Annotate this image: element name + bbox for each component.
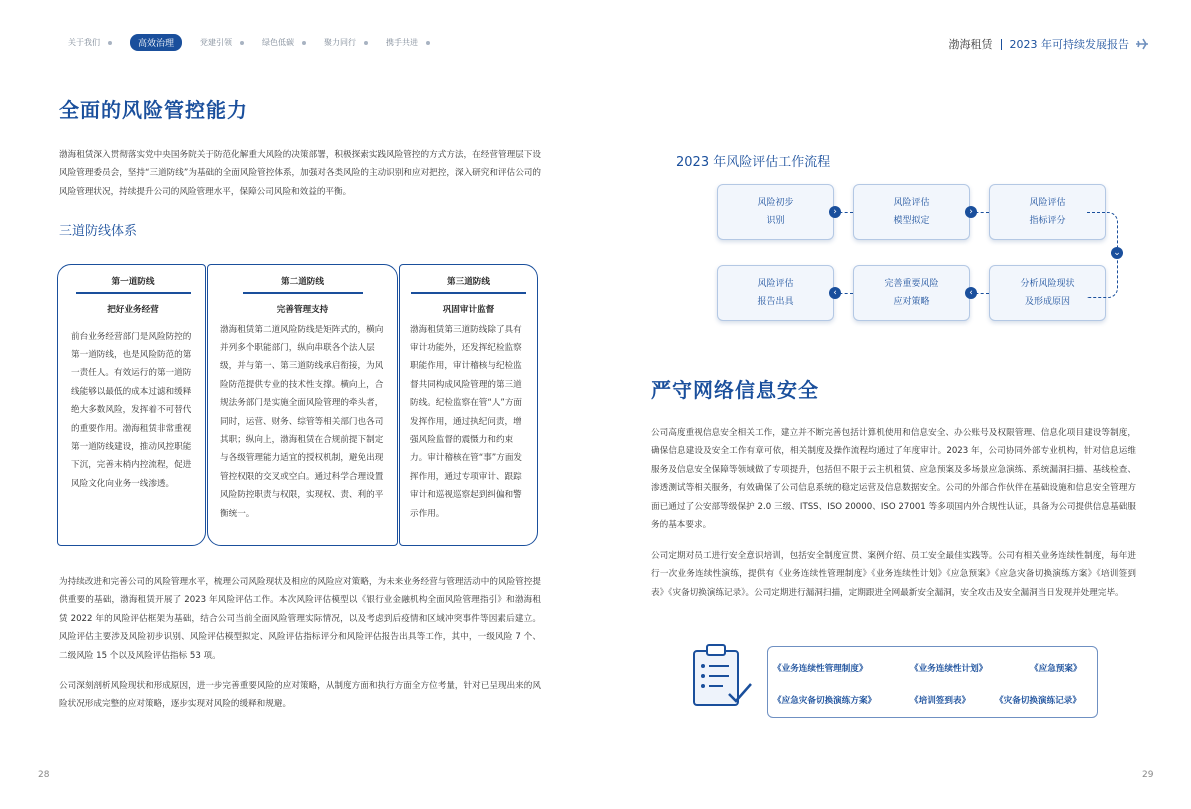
- nav-item-about[interactable]: [68, 37, 112, 48]
- nav-item-together[interactable]: [324, 37, 368, 48]
- risk-assessment-paragraph: 为持续改进和完善公司的风险管理水平，梳理公司风险现状及相应的风险应对策略，为未来业务经营与管理活动中的风险管控提供重要的基础，渤海租赁开展了 2023 年风险评估工作。本次风险评估模型以《银行业金融机构全面风险管理指引》和渤海租赁 2022 年的风险评估框架为基础，结合公司当前全面风险管理实际情况，以及考虑到后疫情和区域冲突事件等因素后建立。风险评估主要涉及风险初步识别、风险评估模型拟定、风险评估指标评分和风险评估报告出具等工作，其中，一级风险 7 个、二级风险 15 个以及风险评估指标 53 项。: [59, 577, 541, 661]
- doc-continuity-plan: 《业务连续性计划》: [910, 664, 988, 674]
- brand-divider: [1001, 39, 1002, 50]
- card-title: 第三道防线: [447, 277, 490, 287]
- nav-item-green[interactable]: [262, 37, 306, 48]
- clipboard-icon: [691, 642, 755, 708]
- nav-dot: [240, 41, 244, 45]
- flow-title: 2023 年风险评估工作流程: [676, 155, 831, 170]
- nav-item-cooperate[interactable]: [386, 37, 430, 48]
- page-number-left: 28: [38, 770, 50, 780]
- page-number-right: 29: [1142, 770, 1154, 780]
- card-divider: [243, 292, 363, 294]
- report-title: 2023 年可持续发展报告: [1009, 38, 1129, 51]
- flow-step-analysis: 分析风险现状 及形成原因: [989, 265, 1106, 321]
- card-body: 渤海租赁第二道风险防线是矩阵式的，横向并列多个职能部门，纵向串联各个法人层级，并与第一、第三道防线承启衔接，为风险防范提供专业的技术性支撑。横向上，合规法务部门是实施全面风险管理的牵头者，同时，运营、财务、综管等相关部门也各司其职；纵向上，渤海租赁在合规前提下制定与各级管理能力适宜的授权机制，避免出现管控权限的交叉或空白。通过科学合理设置风险防控职责与权限，实现权、责、利的平衡统一。: [220, 324, 384, 519]
- risk-strategy-paragraph: 公司深刻剖析风险现状和形成原因，进一步完善重要风险的应对策略，从制度方面和执行方面全方位考量，针对已呈现出来的风险状况形成完整的应对策略，逐步实现对风险的缓释和规避。: [59, 681, 541, 710]
- document-list-box: [767, 646, 1098, 718]
- nav-dot: [302, 41, 306, 45]
- nav-label: 高效治理: [130, 34, 182, 51]
- chevron-right-icon: ›: [965, 206, 977, 218]
- intro-paragraph: 渤海租赁深入贯彻落实党中央国务院关于防范化解重大风险的决策部署，积极探索实践风险管控的方式方法，在经营管理层下设风险管理委员会，坚持“三道防线”为基础的全面风险管控体系，加强对各类风险的主动识别和应对把控，深入研究和评估公司的风险管理状况，持续提升公司的风险管理水平，保障公司风险和效益的平衡。: [59, 150, 541, 197]
- card-subtitle: 完善管理支持: [276, 304, 329, 315]
- nav-label: 携手共进: [386, 38, 419, 47]
- training-paragraph: 公司定期对员工进行安全意识培训，包括安全制度宣贯、案例介绍、员工安全最佳实践等。公司有相关业务连续性制度，每年进行一次业务连续性演练，提供有《业务连续性管理制度》《业务连续性计划》《应急预案》《应急灾备切换演练方案》《培训签到表》《灾备切换演练记录》。公司定期进行漏洞扫描，定期跟进全网最新安全漏洞，安全攻击及安全漏洞当日发现并处理完毕。: [651, 551, 1136, 598]
- card-divider: [411, 292, 526, 294]
- defense-line-1-card: [57, 264, 206, 546]
- defense-line-2-card: [207, 264, 398, 546]
- airplane-icon: [1135, 38, 1149, 50]
- card-subtitle: 巩固审计监督: [442, 304, 495, 315]
- nav-label: 关于我们: [68, 38, 100, 47]
- doc-training-signin: 《培训签到表》: [910, 696, 971, 706]
- nav-item-governance[interactable]: [130, 34, 182, 51]
- nav-dot: [426, 41, 430, 45]
- nav-label: 绿色低碳: [262, 38, 295, 47]
- doc-continuity-policy: 《业务连续性管理制度》: [773, 664, 868, 674]
- chevron-right-icon: ›: [829, 206, 841, 218]
- report-brand: [949, 36, 1150, 52]
- flow-step-model: 风险评估 模型拟定: [853, 184, 970, 240]
- three-lines-subtitle: 三道防线体系: [59, 224, 138, 239]
- card-divider: [76, 292, 191, 294]
- nav-dot: [108, 41, 112, 45]
- card-title: 第一道防线: [111, 277, 155, 287]
- doc-emergency-plan: 《应急预案》: [1030, 664, 1082, 674]
- section-title-security: 严守网络信息安全: [651, 378, 819, 402]
- card-body: 渤海租赁第三道防线除了具有审计功能外，还发挥纪检监察职能作用，审计稽核与纪检监督共同构成风险管理的第三道防线。纪检监察在管“人”方面发挥作用，通过执纪问责，增强风险监督的震慑力和约束力。审计稽核在管“事”方面发挥作用，通过专项审计、跟踪审计和巡视巡察起到纠偏和警示作用。: [410, 324, 523, 519]
- defense-line-3-card: [399, 264, 538, 546]
- card-subtitle: 把好业务经营: [107, 304, 159, 315]
- chevron-left-icon: ‹: [829, 287, 841, 299]
- section-nav: [68, 34, 448, 51]
- nav-label: 党建引领: [200, 38, 233, 47]
- flow-step-strategy: 完善重要风险 应对策略: [853, 265, 970, 321]
- company-name: 渤海租赁: [948, 38, 993, 51]
- chevron-left-icon: ‹: [965, 287, 977, 299]
- nav-item-party[interactable]: [200, 37, 244, 48]
- doc-drill-record: 《灾备切换演练记录》: [995, 696, 1081, 706]
- flow-step-identify: 风险初步 识别: [717, 184, 834, 240]
- card-body: 前台业务经营部门是风险防控的第一道防线，也是风险防范的第一责任人。有效运行的第一道防线能够以最低的成本过滤和缓释绝大多数风险，发挥着不可替代的重要作用。渤海租赁非常重视第一道防线建设，推动风控职能下沉，完善末梢内控流程，促进风险文化向业务一线渗透。: [71, 331, 192, 489]
- doc-drill-scheme: 《应急灾备切换演练方案》: [773, 696, 877, 706]
- flow-step-report: 风险评估 报告出具: [717, 265, 834, 321]
- card-title: 第二道防线: [281, 277, 324, 287]
- security-paragraph: 公司高度重视信息安全相关工作，建立并不断完善包括计算机使用和信息安全、办公账号及权限管理、信息化项目建设等制度，确保信息建设及安全工作有章可依，相关制度及操作流程均通过了年度审计。2023 年，公司协同外部专业机构，针对信息运维服务及信息安全保障等领域做了专项提升，包括但不限于云主机租赁、应急预案及多场景应急演练、系统漏洞扫描、基线检查、渗透测试等相关服务，有效确保了公司信息系统的稳定运营及信息数据安全。公司的外部合作伙伴在基础设施和信息安全管理方面已通过了公安部等级保护 2.0 三级、ITSS、ISO 20000、ISO 27001 等多项国内外合规性认证，具备为公司提供信息基础服务的基本要求。: [651, 428, 1136, 531]
- nav-label: 聚力同行: [324, 38, 357, 47]
- flow-step-scoring: 风险评估 指标评分: [989, 184, 1106, 240]
- nav-dot: [364, 41, 368, 45]
- section-title-risk: 全面的风险管控能力: [59, 98, 248, 122]
- chevron-down-icon: ⌄: [1111, 247, 1123, 259]
